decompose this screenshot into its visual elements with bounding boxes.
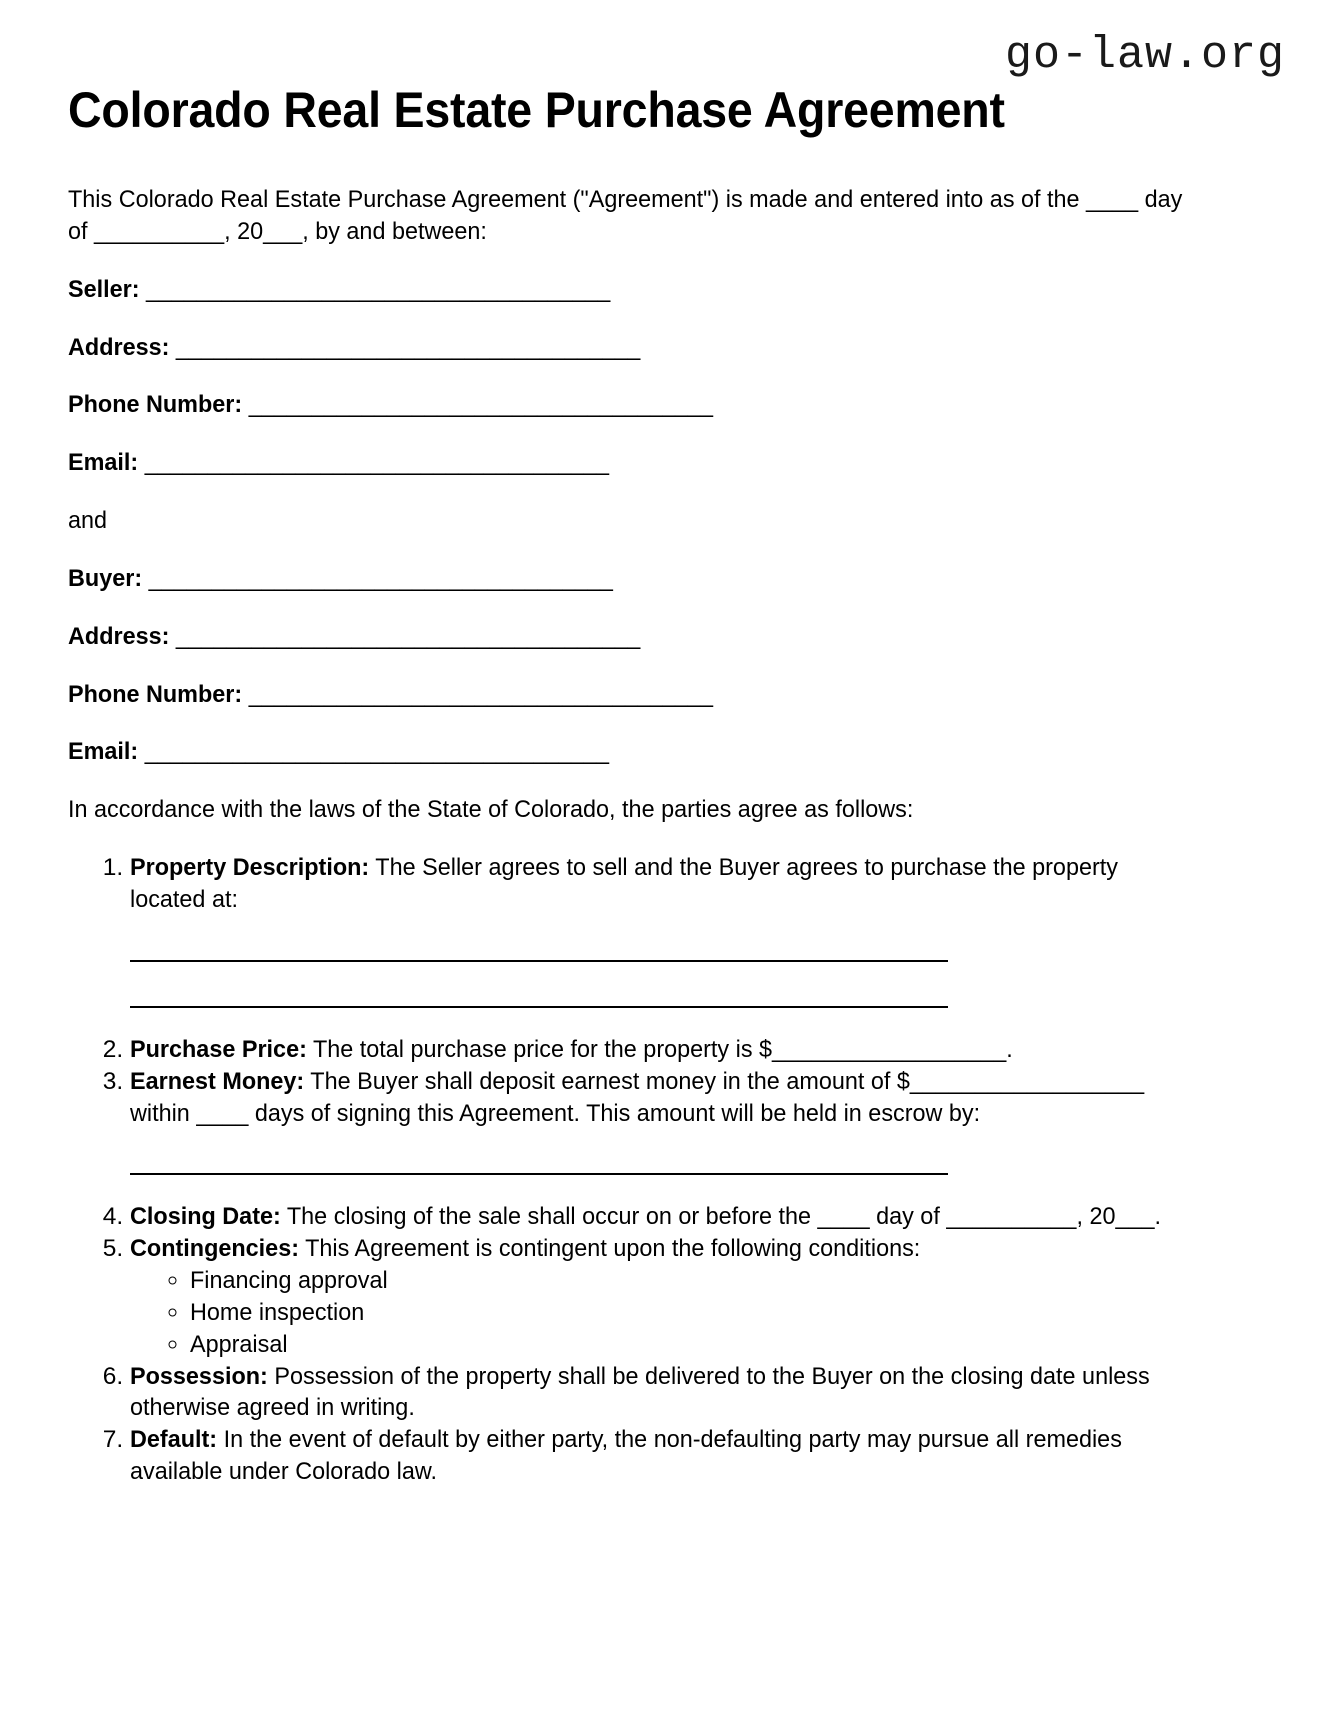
escrow-blank-line[interactable] xyxy=(130,1173,948,1175)
seller-email-row xyxy=(68,447,1190,479)
buyer-email-label: Email: xyxy=(68,738,139,766)
term-text-property-description xyxy=(130,852,1196,916)
contingencies-sublist xyxy=(130,1265,1198,1361)
term-body-possession: Possession of the property shall be delivered to the Buyer on the closing date unless otherwise agreed in writing. xyxy=(130,1362,1150,1422)
property-description-blank-line-2[interactable] xyxy=(130,1006,948,1008)
term-label-property-description: Property Description: xyxy=(130,854,370,882)
term-text-earnest-money xyxy=(130,1066,1196,1130)
buyer-email-blank[interactable]: _____________________________________ xyxy=(144,738,609,766)
site-logo: go-law.org xyxy=(1004,30,1285,81)
term-text-default xyxy=(130,1424,1196,1488)
term-label-earnest-money: Earnest Money: xyxy=(130,1067,305,1095)
term-item-closing-date xyxy=(130,1201,1198,1233)
seller-address-blank[interactable]: _____________________________________ xyxy=(175,333,640,361)
term-text-contingencies xyxy=(130,1233,1196,1265)
term-body-purchase-price: The total purchase price for the property is $__________________. xyxy=(306,1035,1013,1063)
intro-paragraph: This Colorado Real Estate Purchase Agreement ("Agreement") is made and entered into as of the ____ day of __________, 20___, by and between: xyxy=(68,186,1183,245)
seller-address-row xyxy=(68,332,1190,364)
accordance-paragraph: In accordance with the laws of the State of Colorado, the parties agree as follows: xyxy=(68,796,914,824)
buyer-address-label: Address: xyxy=(68,622,170,650)
seller-email-blank[interactable]: _____________________________________ xyxy=(144,449,609,477)
seller-name-label: Seller: xyxy=(68,275,140,303)
term-body-closing-date: The closing of the sale shall occur on or before the ____ day of __________, 20___. xyxy=(280,1203,1162,1231)
term-item-contingencies xyxy=(130,1233,1198,1360)
buyer-phone-blank[interactable]: _____________________________________ xyxy=(248,680,713,708)
term-item-possession xyxy=(130,1361,1198,1425)
term-item-property-description xyxy=(130,852,1198,1008)
buyer-name-label: Buyer: xyxy=(68,564,143,592)
seller-email-label: Email: xyxy=(68,449,139,477)
seller-name-row xyxy=(68,274,1190,306)
term-body-contingencies: This Agreement is contingent upon the following conditions: xyxy=(299,1235,921,1263)
seller-phone-row xyxy=(68,389,1190,421)
contingency-item xyxy=(190,1265,1198,1297)
property-description-blank-line-1[interactable] xyxy=(130,960,948,962)
seller-address-label: Address: xyxy=(68,333,170,361)
term-item-purchase-price xyxy=(130,1034,1198,1066)
term-text-purchase-price xyxy=(130,1034,1196,1066)
term-label-default: Default: xyxy=(130,1426,218,1454)
buyer-address-row xyxy=(68,621,1190,653)
buyer-name-blank[interactable]: _____________________________________ xyxy=(148,564,613,592)
document-body xyxy=(68,82,1198,1488)
seller-phone-blank[interactable]: _____________________________________ xyxy=(248,391,713,419)
contingency-label-financing: ◦ Financing approval xyxy=(190,1267,388,1295)
term-body-default: In the event of default by either party, the non-defaulting party may pursue all remedies available under Colorado law. xyxy=(130,1426,1122,1486)
terms-list xyxy=(68,852,1198,1488)
term-text-possession xyxy=(130,1361,1196,1425)
buyer-email-row xyxy=(68,736,1190,768)
seller-phone-label: Phone Number: xyxy=(68,391,243,419)
term-body-earnest-money: The Buyer shall deposit earnest money in the amount of $__________________ within ____ days of signing this Agreement. This amount will be held in escrow by: xyxy=(130,1067,1145,1127)
contingency-label-inspection: ◦ Home inspection xyxy=(190,1298,365,1326)
contingency-item xyxy=(190,1329,1198,1361)
conjunction-and: and xyxy=(68,507,108,535)
buyer-address-blank[interactable]: _____________________________________ xyxy=(175,622,640,650)
term-label-possession: Possession: xyxy=(130,1362,268,1390)
buyer-phone-label: Phone Number: xyxy=(68,680,243,708)
term-label-purchase-price: Purchase Price: xyxy=(130,1035,307,1063)
contingency-label-appraisal: ◦ Appraisal xyxy=(190,1330,288,1358)
term-text-closing-date xyxy=(130,1201,1196,1233)
term-body-property-description: The Seller agrees to sell and the Buyer agrees to purchase the property located at: xyxy=(130,854,1118,913)
buyer-phone-row xyxy=(68,679,1190,711)
term-item-default xyxy=(130,1424,1198,1488)
term-label-closing-date: Closing Date: xyxy=(130,1203,281,1231)
seller-name-blank[interactable]: _____________________________________ xyxy=(146,275,610,303)
contingency-item xyxy=(190,1297,1198,1329)
page-title: Colorado Real Estate Purchase Agreement xyxy=(68,82,1005,138)
term-label-contingencies: Contingencies: xyxy=(130,1235,300,1263)
term-item-earnest-money xyxy=(130,1066,1198,1176)
buyer-name-row xyxy=(68,563,1190,595)
